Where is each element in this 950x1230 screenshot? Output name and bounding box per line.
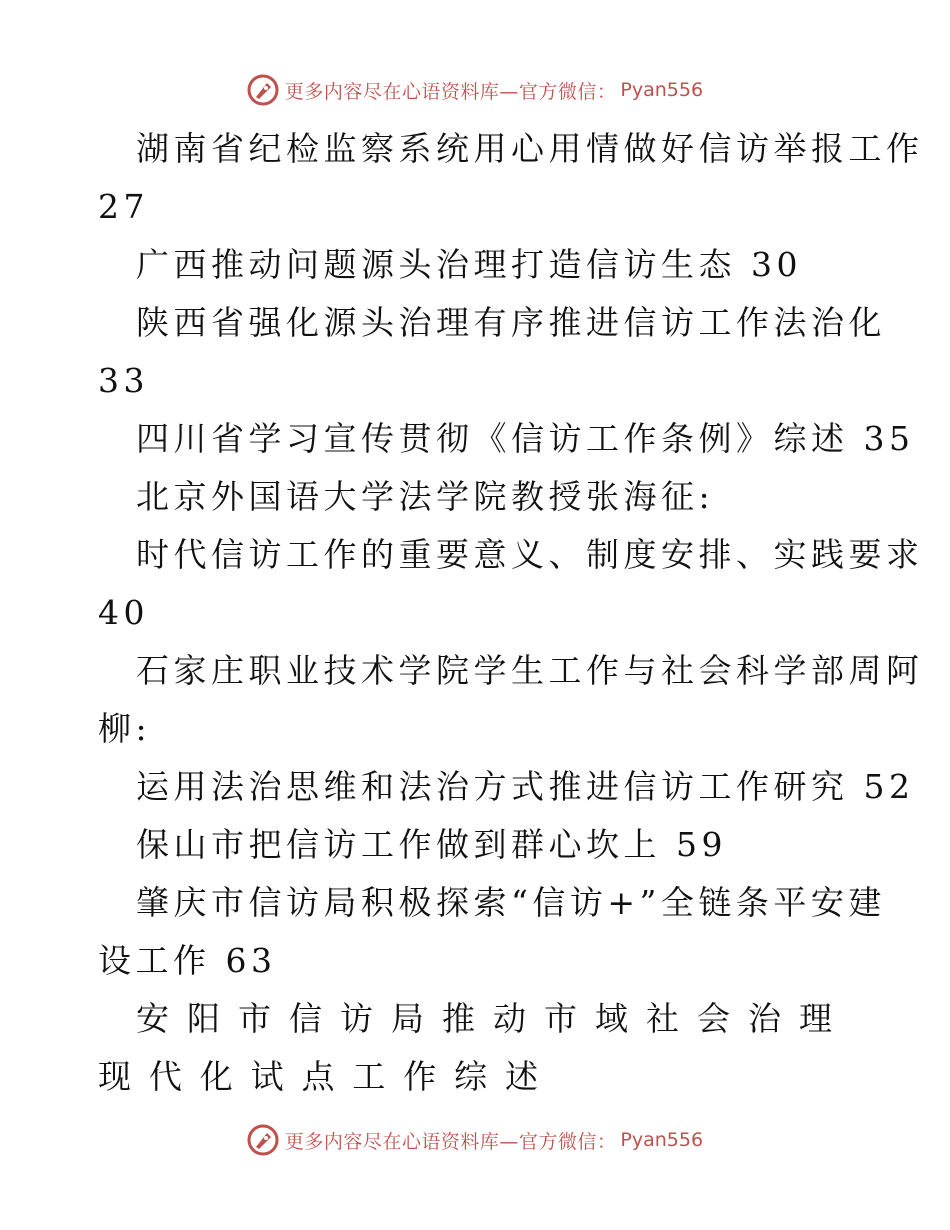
justified-char: 信 (289, 999, 322, 1038)
toc-entry-continuation: 柳: (98, 709, 152, 748)
watermark-text: 更多内容尽在心语资料库—官方微信： (284, 1130, 617, 1153)
toc-entry-continuation: 设工作 63 (98, 941, 277, 980)
watermark-contact: Pyan556 (620, 1129, 704, 1151)
justified-char: 市 (544, 999, 577, 1038)
toc-entry: 陕西省强化源头治理有序推进信访工作法治化 (136, 303, 886, 342)
justified-char: 现 (98, 1057, 131, 1096)
justified-char: 点 (301, 1057, 335, 1096)
pen-nib-logo-icon (247, 1124, 279, 1156)
justified-char: 理 (799, 999, 832, 1038)
justified-char: 社 (646, 999, 679, 1038)
justified-char: 代 (148, 1057, 182, 1096)
toc-entry: 四川省学习宣传贯彻《信访工作条例》综述 35 (136, 419, 915, 458)
justified-char: 访 (340, 999, 373, 1038)
justified-char: 述 (505, 1057, 538, 1096)
header-watermark (0, 70, 950, 110)
watermark-text: 更多内容尽在心语资料库—官方微信： (284, 80, 617, 103)
pen-nib-logo-icon (247, 74, 279, 106)
watermark-contact: Pyan556 (620, 79, 704, 101)
justified-char: 局 (391, 999, 424, 1038)
justified-char: 阳 (187, 999, 220, 1038)
justified-char: 市 (238, 999, 271, 1038)
toc-page-number: 27 (98, 187, 149, 226)
justified-char: 动 (493, 999, 526, 1038)
toc-entry: 北京外国语大学法学院教授张海征: (136, 477, 715, 516)
toc-entry: 广西推动问题源头治理打造信访生态 30 (136, 245, 802, 284)
justified-char: 推 (442, 999, 475, 1038)
footer-watermark (0, 1120, 950, 1160)
toc-entry: 保山市把信访工作做到群心坎上 59 (136, 825, 727, 864)
toc-entry: 时代信访工作的重要意义、制度安排、实践要求 (136, 535, 924, 574)
toc-entry: 运用法治思维和法治方式推进信访工作研究 52 (136, 767, 915, 806)
justified-char: 治 (748, 999, 781, 1038)
justified-char: 安 (136, 999, 169, 1038)
toc-entry: 湖南省纪检监察系统用心用情做好信访举报工作 (136, 129, 924, 168)
toc-entry: 肇庆市信访局积极探索“信访+”全链条平安建 (136, 883, 886, 922)
toc-entry: 石家庄职业技术学院学生工作与社会科学部周阿 (136, 651, 924, 690)
justified-char: 工 (352, 1057, 386, 1096)
justified-char: 试 (250, 1057, 284, 1096)
justified-char: 域 (595, 999, 628, 1038)
toc-page-number: 40 (98, 593, 149, 632)
justified-char: 综 (454, 1057, 488, 1096)
toc-page-number: 33 (98, 361, 149, 400)
toc-entry-justified (136, 990, 832, 1048)
justified-char: 会 (697, 999, 730, 1038)
justified-char: 作 (403, 1057, 437, 1096)
justified-char: 化 (199, 1057, 233, 1096)
toc-entry-justified (98, 1048, 538, 1106)
